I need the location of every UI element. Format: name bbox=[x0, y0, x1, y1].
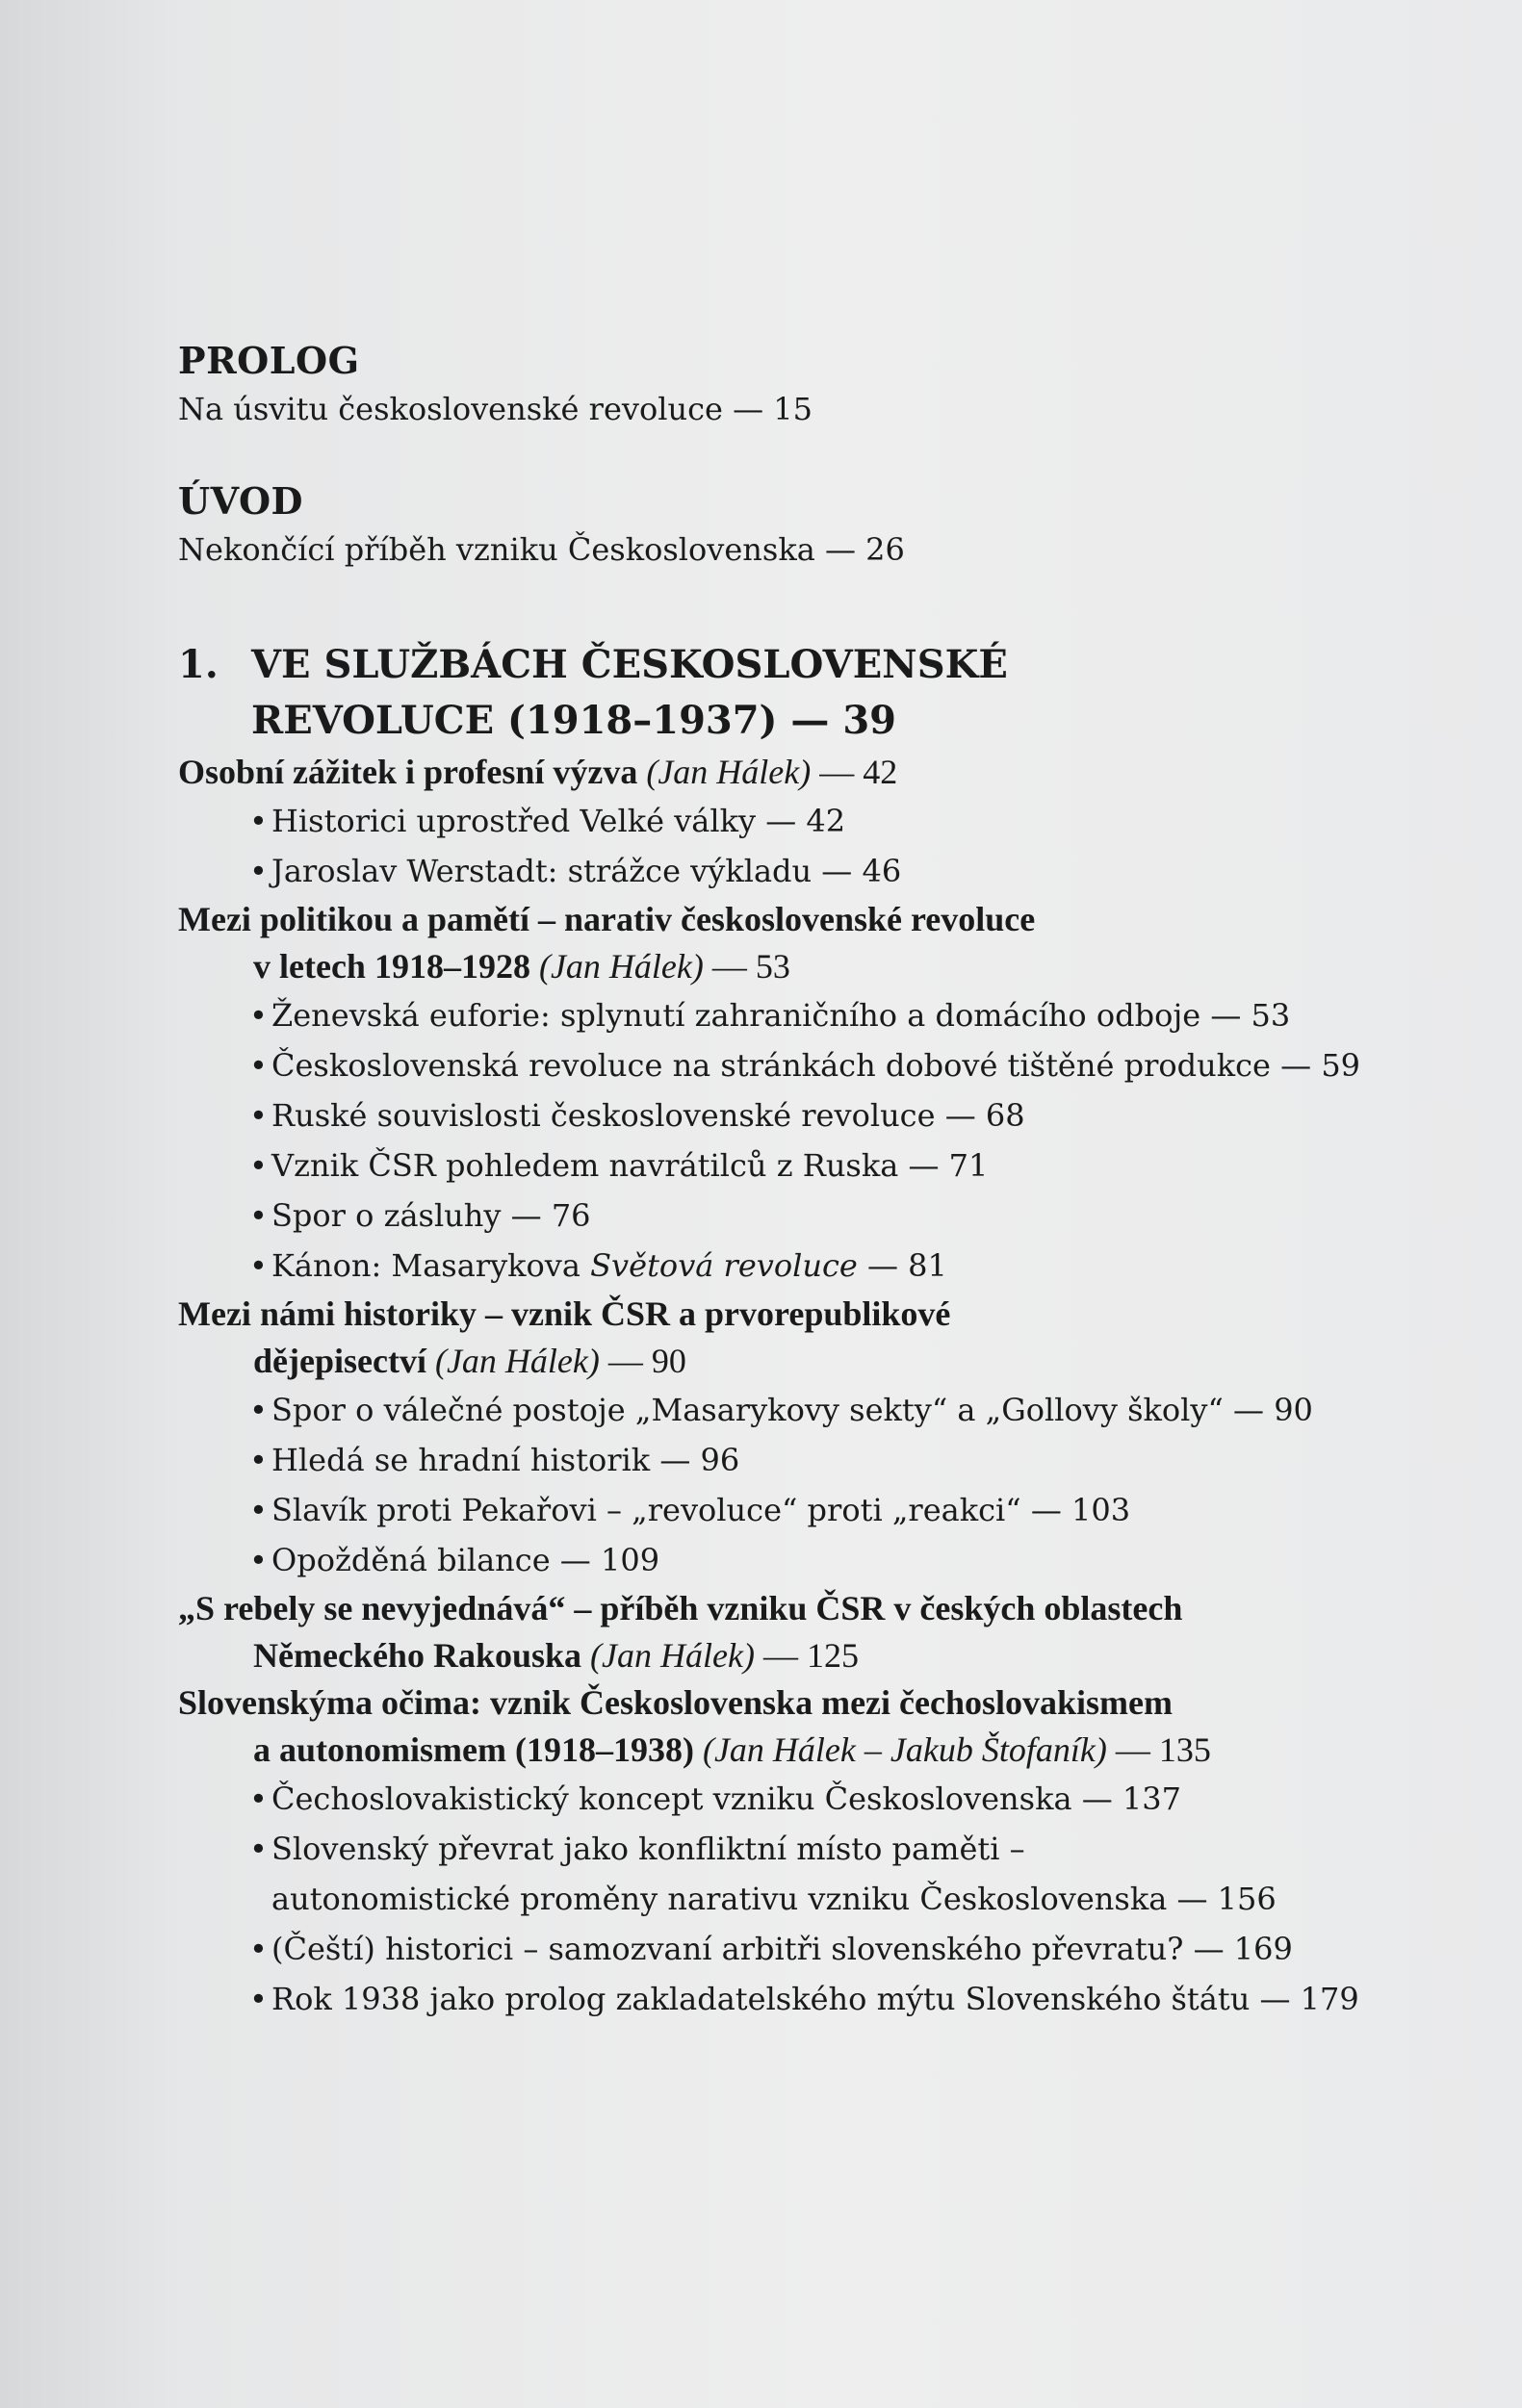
section-author: (Jan Hálek) bbox=[434, 1342, 600, 1380]
section-page: — 90 bbox=[607, 1342, 686, 1380]
subsection-item: • Slavík proti Pekařovi – „revoluce“ proti „reakci“ — 103 bbox=[178, 1485, 1372, 1535]
section-title: a autonomismem (1918–1938) bbox=[253, 1730, 694, 1769]
prolog-entry: Na úsvitu československé revoluce — 15 bbox=[178, 391, 813, 427]
section-author: (Jan Hálek) bbox=[590, 1636, 755, 1675]
section-author: (Jan Hálek – Jakub Štofaník) bbox=[702, 1730, 1107, 1769]
subsection-item: • Hledá se hradní historik — 96 bbox=[178, 1435, 1372, 1485]
subsection-item: • (Čeští) historici – samozvaní arbitři slovenského převratu? — 169 bbox=[178, 1924, 1372, 1974]
section-entry bbox=[178, 749, 1372, 796]
chapter-1-title bbox=[178, 637, 1372, 749]
section-title: Mezi námi historiky – vznik ČSR a prvorepublikové bbox=[178, 1294, 951, 1333]
chapter-title-line1: VE SLUŽBÁCH ČESKOSLOVENSKÉ bbox=[251, 642, 1008, 687]
section-page: — 42 bbox=[819, 753, 898, 791]
section-title: dějepisectví bbox=[253, 1342, 426, 1380]
section-title: Osobní zážitek i profesní výzva bbox=[178, 753, 638, 791]
section-entry bbox=[178, 1291, 1372, 1385]
section-page: — 53 bbox=[711, 947, 790, 986]
subsection-item: • Opožděná bilance — 109 bbox=[178, 1535, 1372, 1585]
chapter-title-line2: REVOLUCE (1918–1937) — 39 bbox=[251, 698, 896, 743]
uvod-heading: ÚVOD bbox=[178, 479, 304, 523]
subsection-item: • Rok 1938 jako prolog zakladatelského mýtu Slovenského štátu — 179 bbox=[178, 1974, 1372, 2024]
subsection-item: • Čechoslovakistický koncept vzniku Československa — 137 bbox=[178, 1774, 1372, 1824]
subsection-item: • Vznik ČSR pohledem navrátilců z Ruska — 71 bbox=[178, 1140, 1372, 1191]
subsection-item: • Jaroslav Werstadt: strážce výkladu — 46 bbox=[178, 846, 1372, 896]
section-title: Slovenskýma očima: vznik Československa mezi čechoslovakismem bbox=[178, 1683, 1173, 1722]
subsection-item: • Spor o zásluhy — 76 bbox=[178, 1191, 1372, 1241]
section-title: Německého Rakouska bbox=[253, 1636, 582, 1675]
subsection-item: • Kánon: Masarykova Světová revoluce — 81 bbox=[178, 1241, 1372, 1291]
subsection-item: • Slovenský převrat jako konfliktní místo paměti – autonomistické proměny narativu vzniku Československa — 156 bbox=[178, 1824, 1372, 1924]
section-title: v letech 1918–1928 bbox=[253, 947, 530, 986]
section-entry bbox=[178, 896, 1372, 990]
section-author: (Jan Hálek) bbox=[538, 947, 704, 986]
section-author: (Jan Hálek) bbox=[646, 753, 812, 791]
prolog-heading: PROLOG bbox=[178, 339, 360, 382]
book-title: Světová revoluce bbox=[590, 1247, 858, 1284]
table-of-contents bbox=[178, 337, 1372, 2024]
subsection-item: • Historici uprostřed Velké války — 42 bbox=[178, 796, 1372, 846]
subsection-item: • Československá revoluce na stránkách dobové tištěné produkce — 59 bbox=[178, 1040, 1372, 1090]
subsection-item: • Spor o válečné postoje „Masarykovy sekty“ a „Gollovy školy“ — 90 bbox=[178, 1385, 1372, 1435]
chapter-number: 1. bbox=[178, 642, 219, 687]
uvod-entry: Nekončící příběh vzniku Československa — 26 bbox=[178, 531, 905, 568]
section-title: Mezi politikou a pamětí – narativ československé revoluce bbox=[178, 900, 1036, 938]
subsection-item: • Ruské souvislosti československé revoluce — 68 bbox=[178, 1090, 1372, 1140]
section-page: — 125 bbox=[762, 1636, 859, 1675]
section-entry bbox=[178, 1585, 1372, 1679]
subsection-item: • Ženevská euforie: splynutí zahraničního a domácího odboje — 53 bbox=[178, 990, 1372, 1040]
section-title: „S rebely se nevyjednává“ – příběh vzniku ČSR v českých oblastech bbox=[178, 1589, 1183, 1627]
section-page: — 135 bbox=[1115, 1730, 1211, 1769]
section-entry bbox=[178, 1679, 1372, 1774]
